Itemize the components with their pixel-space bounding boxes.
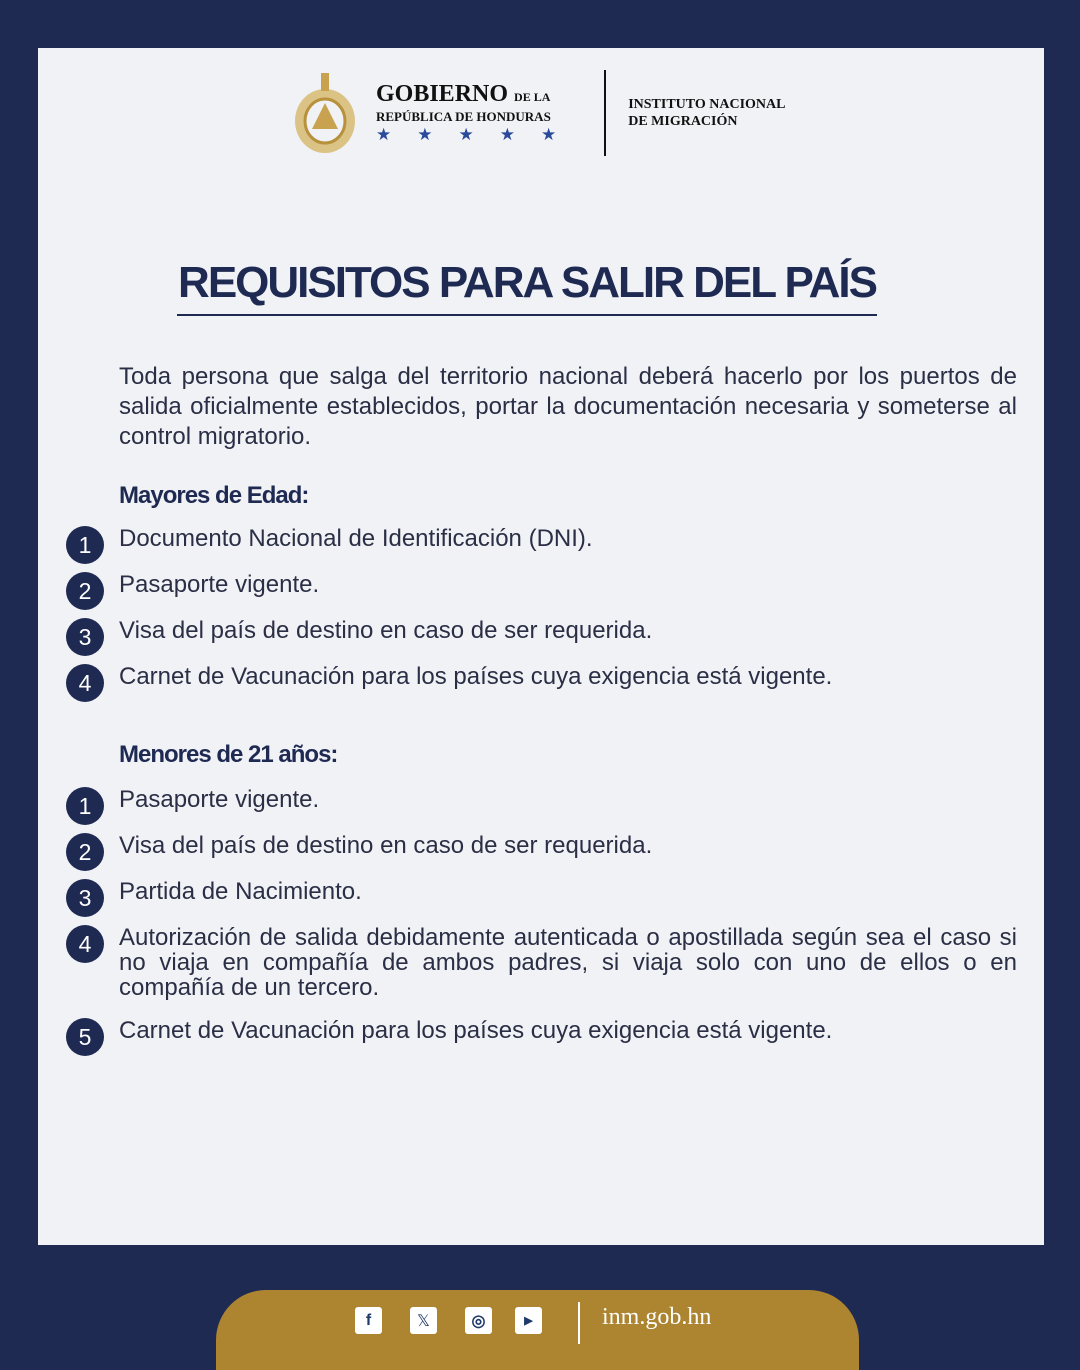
- instagram-icon[interactable]: ◎: [465, 1307, 492, 1334]
- item-text: Visa del país de destino en caso de ser requerida.: [119, 832, 653, 859]
- divider: [604, 70, 606, 156]
- number-badge: 2: [66, 833, 104, 871]
- number-badge: 1: [66, 787, 104, 825]
- item-text: Documento Nacional de Identificación (DNI).: [119, 525, 593, 552]
- website-link[interactable]: inm.gob.hn: [602, 1304, 712, 1330]
- footer-bar: [216, 1290, 859, 1370]
- list-item: [66, 570, 1017, 610]
- honduras-coat-of-arms-icon: [290, 69, 360, 157]
- list-item: [66, 616, 1017, 656]
- minors-heading: Menores de 21 años:: [119, 741, 338, 768]
- number-badge: 1: [66, 526, 104, 564]
- page-title: REQUISITOS PARA SALIR DEL PAÍS: [177, 258, 877, 316]
- item-text: Autorización de salida debidamente autenticada o apostillada según sea el caso si no viaja en compañía de ambos padres, si viaja solo con uno de ellos o en compañía de un tercero.: [119, 924, 1017, 1001]
- number-badge: 4: [66, 664, 104, 702]
- number-badge: 3: [66, 879, 104, 917]
- item-text: Carnet de Vacunación para los países cuya exigencia está vigente.: [119, 663, 833, 690]
- list-item: [66, 877, 1017, 917]
- youtube-icon[interactable]: ▶: [515, 1307, 542, 1334]
- item-text: Pasaporte vigente.: [119, 786, 320, 813]
- institute-line2: DE MIGRACIÓN: [628, 114, 738, 129]
- intro-paragraph: Toda persona que salga del territorio nacional deberá hacerlo por los puertos de salida oficialmente establecidos, portar la documentación necesaria y someterse al control migratorio.: [119, 363, 1017, 450]
- facebook-icon[interactable]: f: [355, 1307, 382, 1334]
- list-item: [66, 1016, 1017, 1056]
- republica-text: REPÚBLICA DE HONDURAS: [376, 108, 551, 124]
- gobierno-text: GOBIERNO: [376, 80, 509, 107]
- list-item: [66, 662, 1017, 702]
- number-badge: 2: [66, 572, 104, 610]
- item-text: Visa del país de destino en caso de ser requerida.: [119, 617, 653, 644]
- adults-heading: Mayores de Edad:: [119, 482, 309, 509]
- item-text: Pasaporte vigente.: [119, 571, 320, 598]
- number-badge: 5: [66, 1018, 104, 1056]
- item-text: Carnet de Vacunación para los países cuya exigencia está vigente.: [119, 1017, 833, 1044]
- de-la-text: DE LA: [514, 89, 551, 104]
- list-item: [66, 524, 1017, 564]
- number-badge: 3: [66, 618, 104, 656]
- stars-icon: ★★★★★: [376, 124, 583, 144]
- item-text: Partida de Nacimiento.: [119, 878, 362, 905]
- header: [290, 68, 785, 158]
- list-item: [66, 785, 1017, 825]
- institute-line1: INSTITUTO NACIONAL: [628, 97, 786, 112]
- x-twitter-icon[interactable]: 𝕏: [410, 1307, 437, 1334]
- number-badge: 4: [66, 925, 104, 963]
- footer-divider: [578, 1302, 580, 1344]
- list-item: [66, 923, 1017, 1000]
- list-item: [66, 831, 1017, 871]
